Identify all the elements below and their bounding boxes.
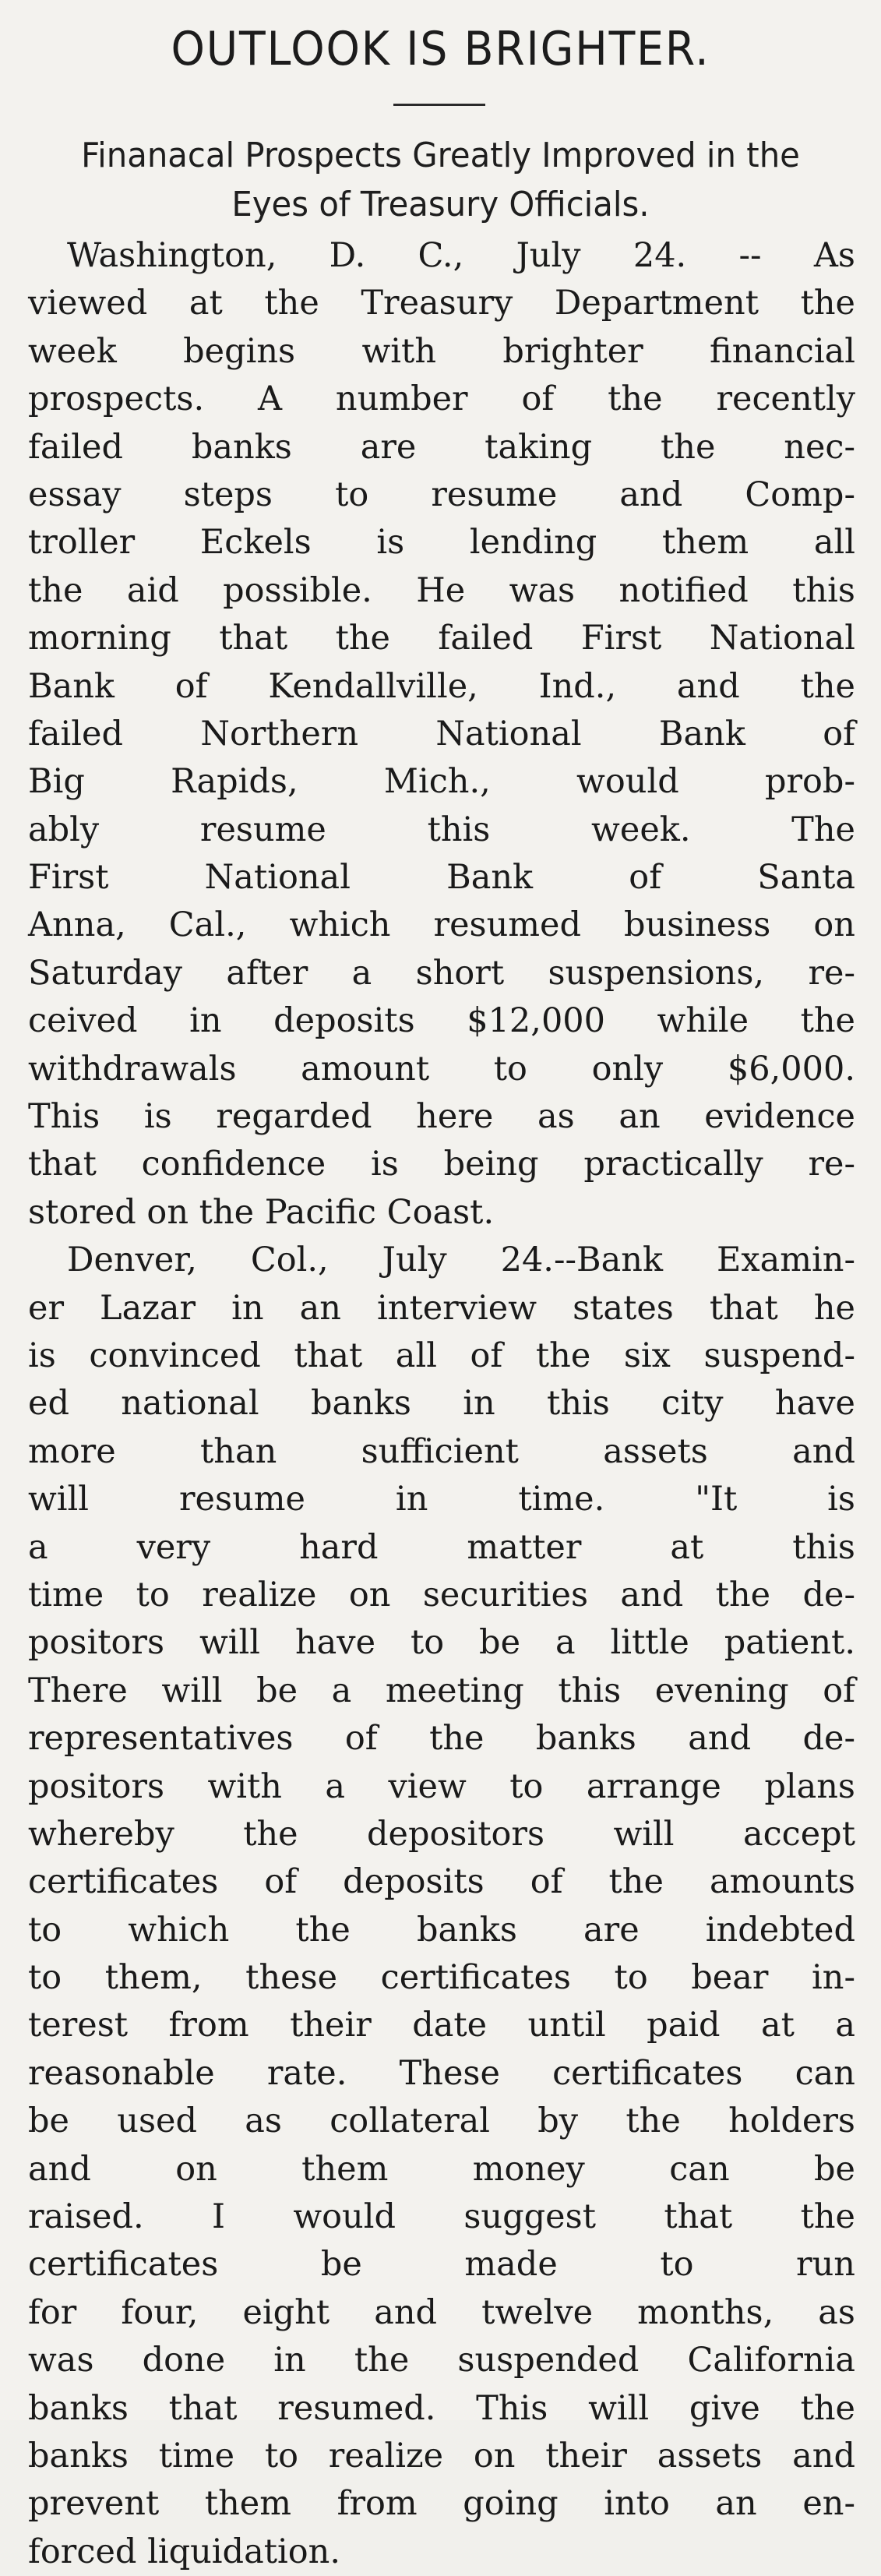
text-line: certificates be made to run <box>28 2245 855 2285</box>
text-line: failed Northern National Bank of <box>28 714 855 753</box>
text-line: This is regarded here as an evidence <box>28 1097 855 1137</box>
text-line: prospects. A number of the recently <box>28 379 855 419</box>
text-line: is convinced that all of the six suspend- <box>28 1336 855 1375</box>
text-line: positors will have to be a little patient. <box>28 1623 855 1663</box>
text-line: failed banks are taking the nec- <box>28 427 855 467</box>
text-line: ceived in deposits $12,000 while the <box>28 1001 855 1041</box>
text-line: Saturday after a short suspensions, re- <box>28 953 855 993</box>
text-line: banks that resumed. This will give the <box>28 2388 855 2428</box>
text-line: representatives of the banks and de- <box>28 1719 855 1759</box>
text-line: essay steps to resume and Comp- <box>28 475 855 514</box>
text-line: to them, these certificates to bear in- <box>28 1958 855 1998</box>
text-line: Bank of Kendallville, Ind., and the <box>28 666 855 706</box>
subhead-line: Finanacal Prospects Greatly Improved in the <box>81 136 800 175</box>
text-line: to which the banks are indebted <box>28 1910 855 1950</box>
text-line: whereby the depositors will accept <box>28 1814 855 1854</box>
text-line: time to realize on securities and the de- <box>28 1575 855 1614</box>
text-line: reasonable rate. These certificates can <box>28 2053 855 2093</box>
text-line: that confidence is being practically re- <box>28 1145 855 1184</box>
text-line: ably resume this week. The <box>28 810 855 849</box>
text-line: for four, eight and twelve months, as <box>28 2292 855 2332</box>
paragraph-washington <box>28 232 855 1237</box>
subheadline <box>23 131 858 229</box>
text-line: the aid possible. He was notified this <box>28 570 855 610</box>
text-line: Anna, Cal., which resumed business on <box>28 905 855 945</box>
text-line: Washington, D. C., July 24. -- As <box>67 236 855 275</box>
text-line: banks time to realize on their assets and <box>28 2436 855 2475</box>
text-line: First National Bank of Santa <box>28 858 855 898</box>
text-line: ed national banks in this city have <box>28 1384 855 1424</box>
headline: OUTLOOK IS BRIGHTER. <box>171 22 710 76</box>
text-line: terest from their date until paid at a <box>28 2006 855 2045</box>
subhead-line: Eyes of Treasury Officials. <box>231 185 650 224</box>
text-line: prevent them from going into an en- <box>28 2484 855 2524</box>
text-line: stored on the Pacific Coast. <box>28 1192 495 1232</box>
text-line: er Lazar in an interview states that he <box>28 1288 855 1328</box>
text-line: morning that the failed First National <box>28 619 855 658</box>
text-line: will resume in time. "It is <box>28 1480 855 1519</box>
headline-divider <box>393 104 485 106</box>
text-line: and on them money can be <box>28 2149 855 2189</box>
text-line: viewed at the Treasury Department the <box>28 284 855 323</box>
paragraph-denver <box>28 1237 855 2576</box>
text-line: more than sufficient assets and <box>28 1431 855 1471</box>
text-line: a very hard matter at this <box>28 1527 855 1567</box>
text-line: be used as collateral by the holders <box>28 2101 855 2141</box>
text-line: Denver, Col., July 24.--Bank Examin- <box>67 1240 855 1280</box>
article-body <box>28 232 855 2576</box>
text-line: week begins with brighter financial <box>28 331 855 371</box>
text-line: troller Eckels is lending them all <box>28 523 855 563</box>
text-line: Big Rapids, Mich., would prob- <box>28 762 855 802</box>
text-line: withdrawals amount to only $6,000. <box>28 1049 855 1089</box>
text-line: positors with a view to arrange plans <box>28 1766 855 1806</box>
text-line: raised. I would suggest that the <box>28 2197 855 2237</box>
text-line: was done in the suspended California <box>28 2341 855 2380</box>
text-line: certificates of deposits of the amounts <box>28 1862 855 1902</box>
text-line: There will be a meeting this evening of <box>28 1671 855 1710</box>
text-line: forced liquidation. <box>28 2532 341 2571</box>
